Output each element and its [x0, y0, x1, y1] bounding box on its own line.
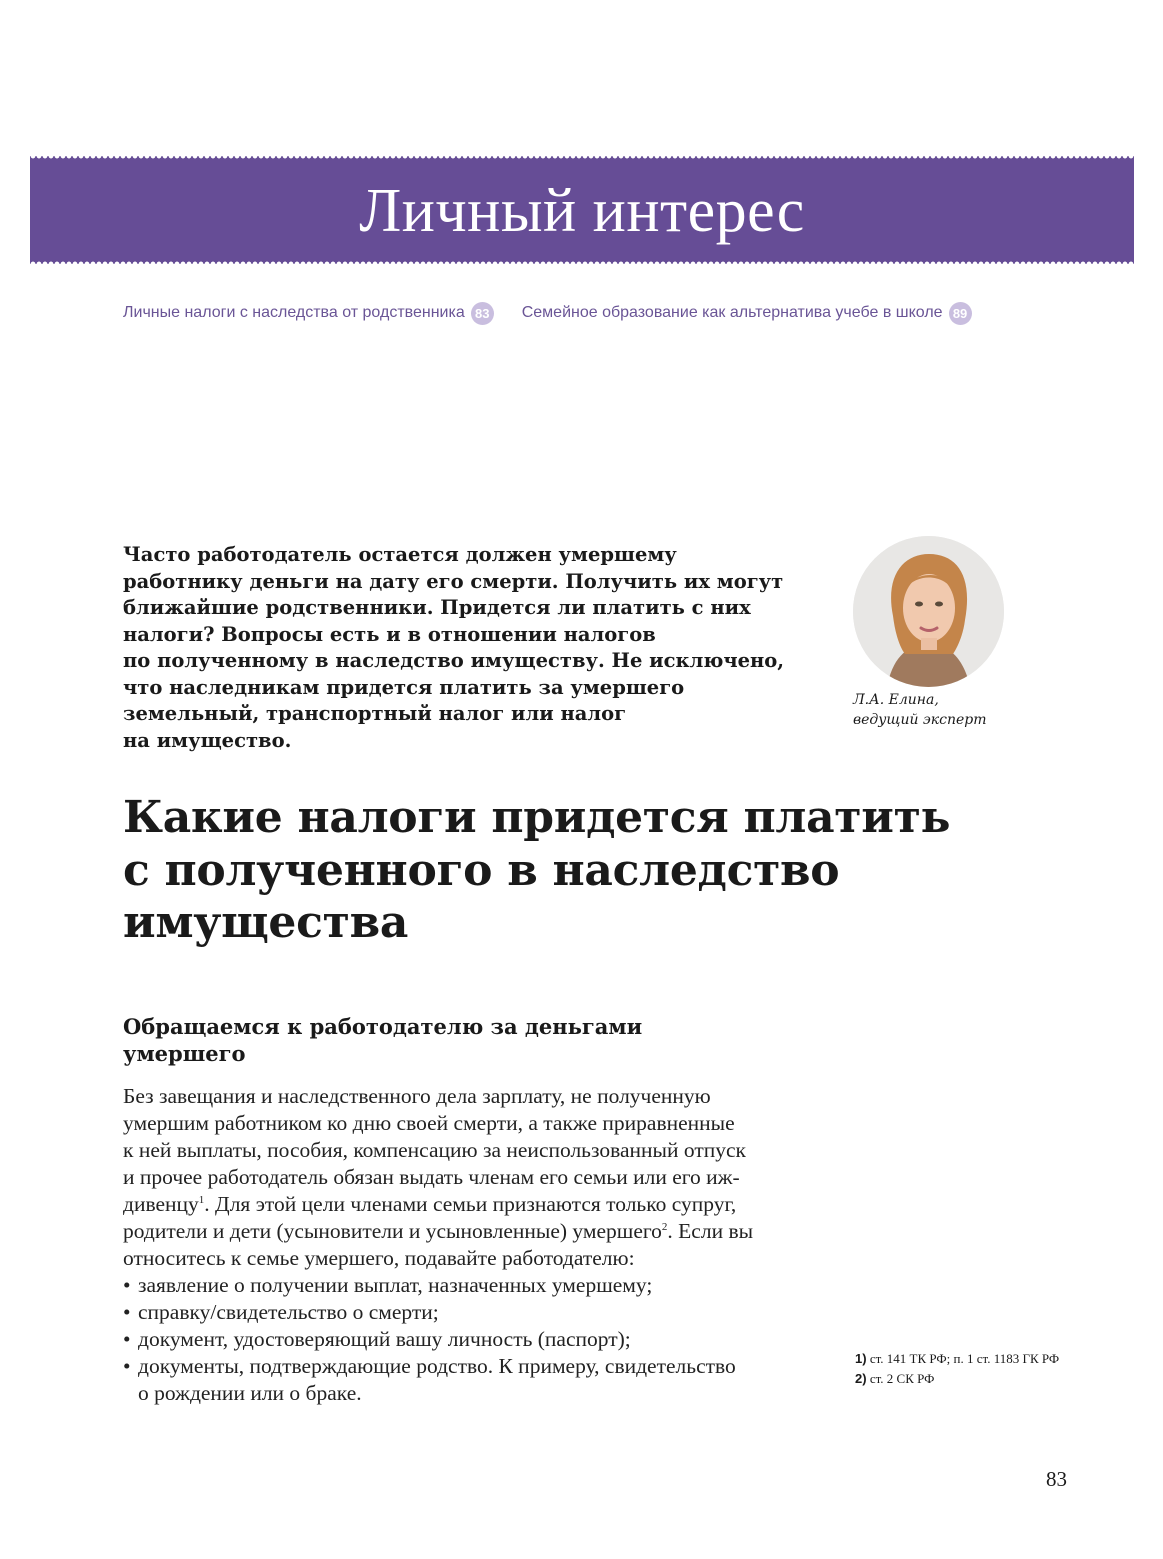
footnote-number: 1)	[855, 1351, 867, 1366]
lead-line: налоги? Вопросы есть и в отношении налогов	[123, 622, 656, 646]
lead-line: что наследникам придется платить за умершего	[123, 675, 685, 699]
list-item: • документ, удостоверяющий вашу личность (паспорт);	[123, 1326, 813, 1353]
headline-line: имущества	[123, 897, 409, 948]
list-item: • справку/свидетельство о смерти;	[123, 1299, 813, 1326]
body-line: Без завещания и наследственного дела зарплату, не полученную	[123, 1084, 711, 1108]
headline-line: Какие налоги придется платить	[123, 792, 951, 843]
lead-line: Часто работодатель остается должен умершему	[123, 543, 677, 566]
section-title: Личный интерес	[359, 177, 805, 245]
footnote-2	[855, 1370, 1065, 1388]
related-articles-nav	[123, 300, 1000, 326]
lead-line: работнику деньги на дату его смерти. Получить их могут	[123, 569, 784, 593]
nav-link-inheritance-taxes[interactable]	[123, 302, 494, 325]
author-role: ведущий эксперт	[853, 712, 987, 728]
documents-list	[123, 1272, 813, 1407]
section-banner	[30, 156, 1134, 264]
subheading-line: Обращаемся к работодателю за деньгами	[123, 1014, 643, 1039]
body-text: . Если вы	[667, 1219, 754, 1243]
subheading-line: умершего	[123, 1041, 246, 1066]
lead-line: на имущество.	[123, 728, 292, 752]
footnote-text: ст. 141 ТК РФ; п. 1 ст. 1183 ГК РФ	[869, 1351, 1060, 1366]
body-text: дивенцу	[123, 1192, 199, 1216]
footnote-number: 2)	[855, 1371, 867, 1386]
article-subheading	[123, 1013, 823, 1067]
body-line	[123, 1191, 813, 1218]
page-badge: 83	[471, 302, 494, 325]
body-line: относитесь к семье умершего, подавайте работодателю:	[123, 1246, 635, 1270]
author-caption	[853, 690, 987, 730]
author-name: Л.А. Елина,	[853, 692, 939, 708]
body-line	[123, 1218, 813, 1245]
article-body	[123, 1083, 813, 1407]
body-line: и прочее работодатель обязан выдать членам его семьи или его иж-	[123, 1165, 740, 1189]
page-badge: 89	[949, 302, 972, 325]
footnotes	[855, 1350, 1065, 1390]
lead-line: ближайшие родственники. Придется ли платить с них	[123, 596, 751, 619]
body-text: . Для этой цели членами семьи признаются только супруг,	[204, 1192, 737, 1216]
body-text: родители и дети (усыновители и усыновленные) умершего	[123, 1219, 662, 1243]
author-avatar	[853, 536, 1004, 687]
footnote-text: ст. 2 СК РФ	[869, 1371, 935, 1386]
headline-line: с полученного в наследство	[123, 844, 840, 896]
lead-paragraph	[123, 542, 803, 754]
body-line: умершим работником ко дню своей смерти, а также приравненные	[123, 1111, 735, 1135]
lead-line: по полученному в наследство имуществу. Не исключено,	[123, 649, 785, 672]
article-headline	[123, 792, 1023, 950]
body-line: к ней выплаты, пособия, компенсацию за неиспользованный отпуск	[123, 1138, 746, 1162]
footnote-ref-1[interactable]: 1	[198, 1193, 205, 1206]
list-item: • заявление о получении выплат, назначенных умершему;	[123, 1272, 813, 1299]
nav-link-family-education[interactable]	[522, 302, 972, 325]
author-portrait-icon	[853, 536, 1004, 687]
footnote-ref-2[interactable]: 2	[661, 1220, 668, 1233]
nav-link-label: Семейное образование как альтернатива учебе в школе	[521, 304, 943, 321]
lead-line: земельный, транспортный налог или налог	[123, 702, 627, 725]
nav-link-label: Личные налоги с наследства от родственника	[123, 304, 465, 321]
page-number: 83	[1046, 1467, 1067, 1491]
footnote-1	[855, 1350, 1065, 1368]
list-item: • документы, подтверждающие родство. К примеру, свидетельство о рождении или о браке.	[123, 1353, 813, 1407]
